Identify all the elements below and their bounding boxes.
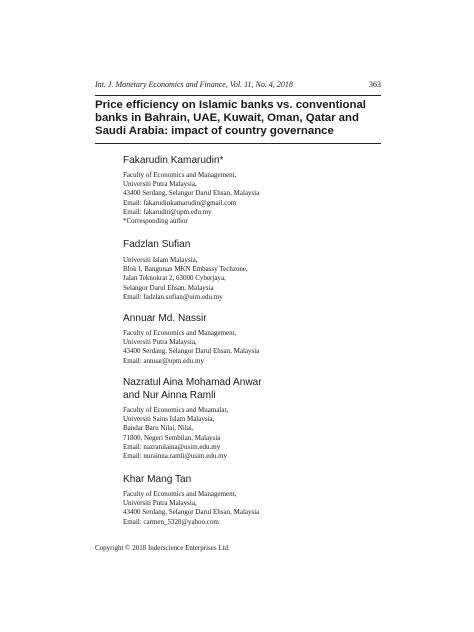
corresponding-author-note: *Corresponding author <box>123 217 188 226</box>
affiliation-line: Faculty of Economics and Management, <box>123 329 237 337</box>
journal-citation: Int. J. Monetary Economics and Finance, Vol. 11, No. 4, 2018 <box>95 80 293 89</box>
affiliation-line: Universiti Putra Malaysia, <box>123 338 197 347</box>
author-name-sufian: Fadzlan Sufian <box>123 239 191 250</box>
running-head <box>95 79 381 91</box>
email-line: Email: nazratulaina@usim.edu.my <box>123 442 221 451</box>
author-name-tan: Khar Mang Tan <box>123 474 192 485</box>
title-top-rule <box>95 95 381 96</box>
affiliation-line: 43400 Serdang, Selangor Darul Ehsan, Malaysia <box>123 189 260 198</box>
email-line: Email: carmen_5328@yahoo.com <box>123 517 219 526</box>
affiliation-line: Blok I, Bangunan MKN Embassy Techzone, <box>123 265 248 274</box>
affiliation-line: Faculty of Economics and Management, <box>123 490 237 498</box>
affiliation-line: Universiti Putra Malaysia, <box>123 499 197 508</box>
email-line: Email: fakarudinkamarudin@gmail.com <box>123 198 237 207</box>
affiliation-line: Bandar Baru Nilai, Nilai, <box>123 424 194 433</box>
author-affiliation-sufian <box>123 256 248 302</box>
email-line: Email: nurainna.ramli@usim.edu.my <box>123 452 228 461</box>
title-line: Price efficiency on Islamic banks vs. conventional <box>95 99 366 111</box>
affiliation-line: Universiti Putra Malaysia, <box>123 180 197 189</box>
affiliation-line: Jalan Teknokrat 2, 63000 Cyberjaya, <box>123 274 226 283</box>
affiliation-line: Selangor Darul Ehsan, Malaysia <box>123 283 214 292</box>
title-bottom-rule <box>95 143 381 144</box>
title-line: Saudi Arabia: impact of country governance <box>95 125 334 137</box>
title-line: banks in Bahrain, UAE, Kuwait, Oman, Qatar and <box>95 112 359 124</box>
email-line: Email: annuar@upm.edu.my <box>123 356 204 365</box>
page-number: 363 <box>369 80 381 89</box>
paper-title <box>95 99 385 138</box>
author-name-anwar: Nazratul Aina Mohamad Anwar <box>123 377 262 388</box>
copyright-notice: Copyright © 2018 Inderscience Enterprises Ltd. <box>95 544 230 552</box>
author-affiliation-nassir <box>123 329 259 366</box>
affiliation-line: Faculty of Economics and Muamalat, <box>123 406 229 414</box>
affiliation-line: 43400 Serdang, Selangor Darul Ehsan, Malaysia <box>123 347 260 356</box>
email-line: Email: fadzlan.sufian@uim.edu.my <box>123 292 223 301</box>
affiliation-line: Universiti Islam Malaysia, <box>123 256 198 264</box>
affiliation-line: Faculty of Economics and Management, <box>123 171 237 179</box>
author-affiliation-usim <box>123 406 228 461</box>
affiliation-line: 71800, Negeri Sembilan, Malaysia <box>123 433 221 442</box>
email-line: Email: fakarudin@upm.edu.my <box>123 207 212 216</box>
author-name-ramli: and Nur Ainna Ramli <box>123 390 216 401</box>
affiliation-line: Universiti Sains Islam Malaysia, <box>123 415 215 424</box>
author-name-nassir: Annuar Md. Nassir <box>123 313 207 324</box>
affiliation-line: 43400 Serdang, Selangor Darul Ehsan, Malaysia <box>123 508 260 517</box>
author-affiliation-kamarudin <box>123 171 259 226</box>
author-name-kamarudin: Fakarudin Kamarudin* <box>123 155 224 166</box>
author-affiliation-tan <box>123 490 259 527</box>
